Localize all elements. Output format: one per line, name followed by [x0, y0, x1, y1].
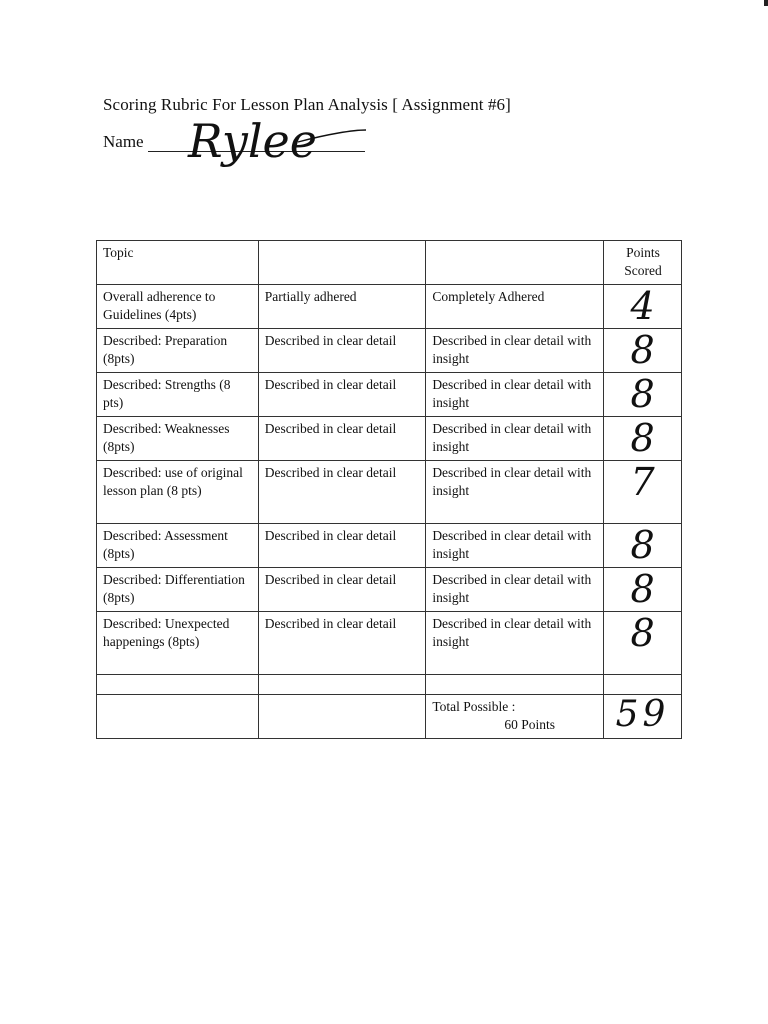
- total-possible-points: 60 Points: [504, 716, 555, 732]
- row-level2: Completely Adhered: [426, 285, 604, 329]
- page-title: Scoring Rubric For Lesson Plan Analysis [ Assignment #6]: [103, 95, 511, 114]
- table-header-row: [97, 241, 682, 285]
- row-topic: Described: Weaknesses (8pts): [97, 417, 259, 461]
- row-score: [604, 524, 682, 568]
- row-level1: Described in clear detail: [258, 568, 426, 612]
- blank-cell: [258, 695, 426, 739]
- row-topic: Described: Differentiation (8pts): [97, 568, 259, 612]
- header-level2: [426, 241, 604, 285]
- row-score: [604, 373, 682, 417]
- blank-row: [97, 675, 682, 695]
- row-topic: Described: Assessment (8pts): [97, 524, 259, 568]
- row-level2: Described in clear detail with insight: [426, 329, 604, 373]
- row-score: [604, 461, 682, 524]
- score-handwritten: 8: [630, 567, 655, 611]
- row-score: [604, 417, 682, 461]
- row-level1: Described in clear detail: [258, 461, 426, 524]
- table-row: [97, 568, 682, 612]
- score-handwritten: 7: [630, 460, 655, 504]
- row-level2: Described in clear detail with insight: [426, 461, 604, 524]
- total-possible-label: Total Possible :: [432, 699, 516, 714]
- table-row: [97, 524, 682, 568]
- row-level2: Described in clear detail with insight: [426, 568, 604, 612]
- row-score: [604, 285, 682, 329]
- row-topic: Described: Unexpected happenings (8pts): [97, 612, 259, 675]
- name-signature: Rylee: [188, 114, 317, 168]
- row-topic: Described: Preparation (8pts): [97, 329, 259, 373]
- blank-cell: [97, 695, 259, 739]
- row-topic: Overall adherence to Guidelines (4pts): [97, 285, 259, 329]
- table-row: [97, 612, 682, 675]
- row-score: [604, 612, 682, 675]
- name-label: Name: [103, 132, 144, 151]
- blank-cell: [426, 675, 604, 695]
- row-level1: Described in clear detail: [258, 329, 426, 373]
- blank-cell: [97, 675, 259, 695]
- row-level1: Described in clear detail: [258, 373, 426, 417]
- header-points-scored: Points Scored: [604, 241, 682, 285]
- table-row: [97, 329, 682, 373]
- row-level2: Described in clear detail with insight: [426, 524, 604, 568]
- blank-cell: [258, 675, 426, 695]
- row-level2: Described in clear detail with insight: [426, 373, 604, 417]
- table-row: [97, 417, 682, 461]
- total-possible-cell: [426, 695, 604, 739]
- row-level1: Partially adhered: [258, 285, 426, 329]
- table-row: [97, 373, 682, 417]
- table-row: [97, 285, 682, 329]
- row-topic: Described: use of original lesson plan (8 pts): [97, 461, 259, 524]
- row-level1: Described in clear detail: [258, 524, 426, 568]
- row-score: [604, 568, 682, 612]
- header-topic: Topic: [97, 241, 259, 285]
- score-handwritten: 8: [630, 416, 655, 460]
- total-row: [97, 695, 682, 739]
- score-handwritten: 8: [630, 328, 655, 372]
- row-level1: Described in clear detail: [258, 417, 426, 461]
- row-topic: Described: Strengths (8 pts): [97, 373, 259, 417]
- signature-flourish: [188, 112, 388, 212]
- blank-cell: [604, 675, 682, 695]
- row-level2: Described in clear detail with insight: [426, 417, 604, 461]
- rubric-table: [96, 240, 682, 739]
- total-score-handwritten: 59: [615, 694, 670, 735]
- scan-mark: [764, 0, 768, 6]
- total-score: [604, 695, 682, 739]
- row-level2: Described in clear detail with insight: [426, 612, 604, 675]
- score-handwritten: 8: [630, 523, 655, 567]
- table-row: [97, 461, 682, 524]
- score-handwritten: 8: [630, 611, 655, 655]
- header-level1: [258, 241, 426, 285]
- row-level1: Described in clear detail: [258, 612, 426, 675]
- score-handwritten: 8: [630, 372, 655, 416]
- score-handwritten: 4: [630, 284, 655, 328]
- row-score: [604, 329, 682, 373]
